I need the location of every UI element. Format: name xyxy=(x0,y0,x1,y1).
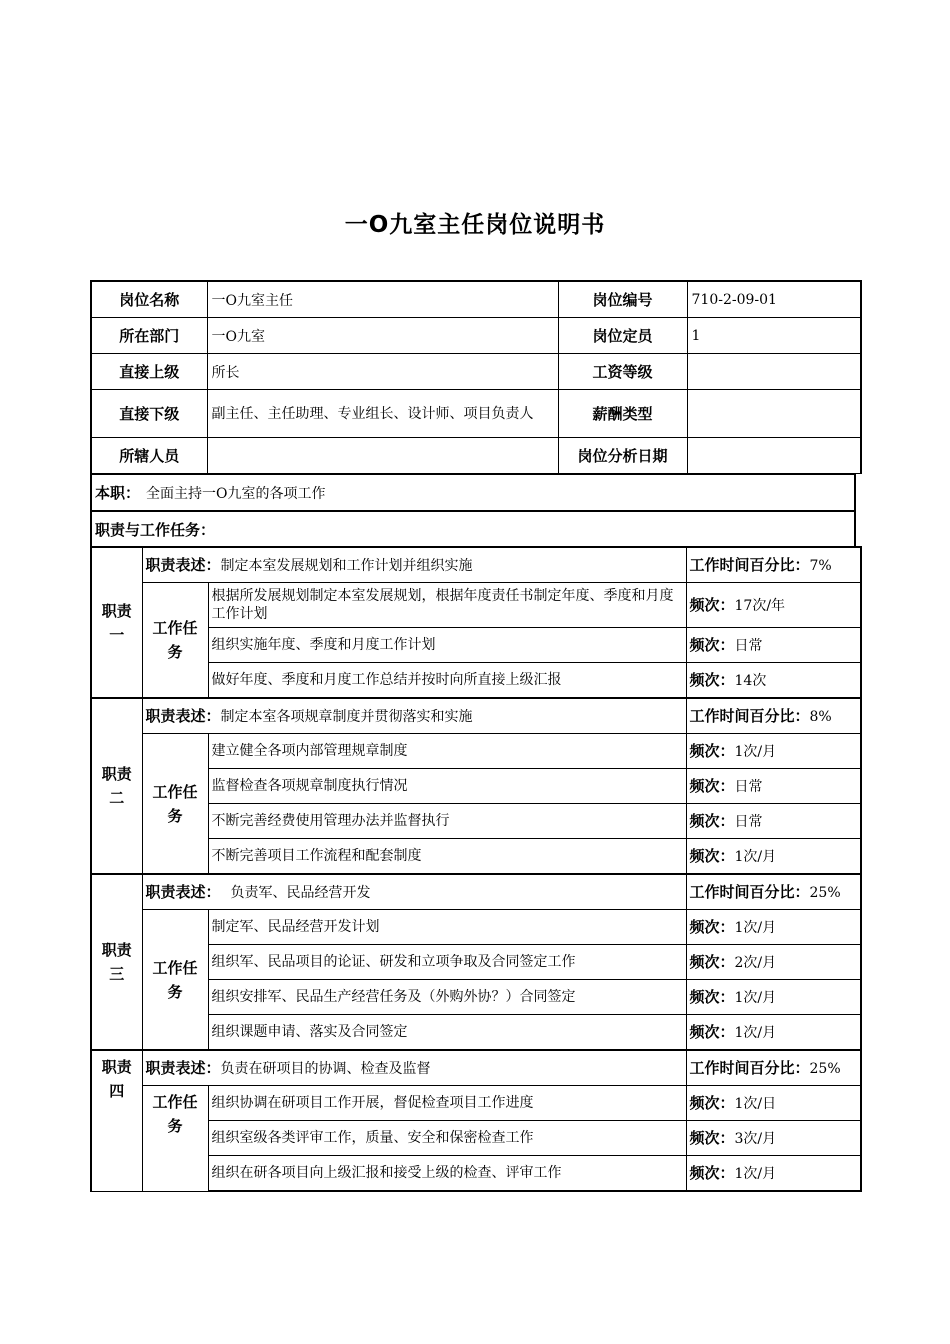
duty-3-task-label: 工作任务 xyxy=(142,910,208,1051)
freq-label: 频次： xyxy=(689,1022,735,1041)
duty-4-desc-row xyxy=(91,1050,861,1086)
freq-label: 频次： xyxy=(689,952,735,971)
desc-label: 职责表述： xyxy=(145,1058,221,1077)
desc-label: 职责表述： xyxy=(145,882,221,901)
duty-4-task-1 xyxy=(91,1086,861,1121)
duty-1-task-1 xyxy=(91,583,861,628)
duties-header: 职责与工作任务： xyxy=(95,520,216,539)
freq-label: 频次： xyxy=(689,635,735,654)
duty-4-task-1-freq: 1次/日 xyxy=(734,1095,777,1112)
duty-3-task-1 xyxy=(91,910,861,945)
duty-1-task-2-freq: 日常 xyxy=(734,637,763,654)
freq-label: 频次： xyxy=(689,811,735,830)
duty-4-desc: 负责在研项目的协调、检查及监督 xyxy=(220,1060,431,1077)
position-info-table xyxy=(90,280,862,474)
duty-3-task-2-text: 组织军、民品项目的论证、研发和立项争取及合同签定工作 xyxy=(208,945,686,980)
value-headcount: 1 xyxy=(687,318,861,354)
duty-2-desc-row xyxy=(91,698,861,734)
value-analysis-date xyxy=(687,438,861,474)
label-analysis-date: 岗位分析日期 xyxy=(558,438,687,474)
label-direct-superior: 直接上级 xyxy=(91,354,207,390)
freq-label: 频次： xyxy=(689,846,735,865)
value-staff xyxy=(207,438,558,474)
label-staff: 所辖人员 xyxy=(91,438,207,474)
duty-2-task-2-text: 监督检查各项规章制度执行情况 xyxy=(208,769,686,804)
duty-3-pct: 25% xyxy=(809,884,841,901)
duty-1-desc-row xyxy=(91,547,861,583)
label-position-code: 岗位编号 xyxy=(558,281,687,318)
duty-1-side-label: 职责一 xyxy=(91,547,142,698)
duty-3-task-3-freq: 1次/月 xyxy=(734,989,777,1006)
page-title: 一O九室主任岗位说明书 xyxy=(344,212,606,238)
duty-4-pct: 25% xyxy=(809,1060,841,1077)
label-position-name: 岗位名称 xyxy=(91,281,207,318)
freq-label: 频次： xyxy=(689,595,735,614)
duty-4-side-label: 职责四 xyxy=(91,1050,142,1191)
duty-1-task-3-text: 做好年度、季度和月度工作总结并按时向所直接上级汇报 xyxy=(208,663,686,699)
main-duty-label: 本职： xyxy=(95,484,141,502)
freq-label: 频次： xyxy=(689,1093,735,1112)
main-duty-row xyxy=(90,473,856,510)
duty-3-side-label: 职责三 xyxy=(91,874,142,1050)
duty-3-desc: 负责军、民品经营开发 xyxy=(230,884,371,901)
duty-3-task-2-freq: 2次/月 xyxy=(734,954,777,971)
desc-label: 职责表述： xyxy=(145,706,221,725)
duty-4-task-2-freq: 3次/月 xyxy=(734,1130,777,1147)
duty-1-task-3-freq: 14次 xyxy=(734,672,767,689)
duty-3-task-4-freq: 1次/月 xyxy=(734,1024,777,1041)
value-salary-grade xyxy=(687,354,861,390)
duty-2-task-1-text: 建立健全各项内部管理规章制度 xyxy=(208,734,686,769)
info-row-superior xyxy=(91,354,861,390)
label-direct-subordinates: 直接下级 xyxy=(91,390,207,438)
pct-label: 工作时间百分比： xyxy=(689,882,810,901)
freq-label: 频次： xyxy=(689,1128,735,1147)
duty-2-task-4-text: 不断完善项目工作流程和配套制度 xyxy=(208,839,686,875)
duty-3-task-1-text: 制定军、民品经营开发计划 xyxy=(208,910,686,945)
duty-2-desc: 制定本室各项规章制度并贯彻落实和实施 xyxy=(220,708,473,725)
value-position-code: 710-2-09-01 xyxy=(687,281,861,318)
duty-2-task-4-freq: 1次/月 xyxy=(734,848,777,865)
duties-table xyxy=(90,546,862,1192)
info-row-position-name xyxy=(91,281,861,318)
duty-1-pct: 7% xyxy=(809,557,832,574)
duty-2-task-1-freq: 1次/月 xyxy=(734,743,777,760)
duty-2-task-label: 工作任务 xyxy=(142,734,208,875)
pct-label: 工作时间百分比： xyxy=(689,555,810,574)
duty-4-task-3-freq: 1次/月 xyxy=(734,1165,777,1182)
value-department: 一O九室 xyxy=(207,318,558,354)
duty-3-task-1-freq: 1次/月 xyxy=(734,919,777,936)
duty-3-task-3-text: 组织安排军、民品生产经营任务及（外购外协？）合同签定 xyxy=(208,980,686,1015)
value-direct-subordinates: 副主任、主任助理、专业组长、设计师、项目负责人 xyxy=(207,390,558,438)
freq-label: 频次： xyxy=(689,1163,735,1182)
duty-4-task-2-text: 组织室级各类评审工作，质量、安全和保密检查工作 xyxy=(208,1121,686,1156)
duty-2-task-3-text: 不断完善经费使用管理办法并监督执行 xyxy=(208,804,686,839)
info-row-staff xyxy=(91,438,861,474)
duties-header-row xyxy=(90,510,856,546)
duty-1-task-1-text: 根据所发展规划制定本室发展规划，根据年度责任书制定年度、季度和月度工作计划 xyxy=(208,583,686,628)
duty-3-task-4-text: 组织课题申请、落实及合同签定 xyxy=(208,1015,686,1051)
duty-2-task-2-freq: 日常 xyxy=(734,778,763,795)
duty-2-pct: 8% xyxy=(809,708,832,725)
value-pay-type xyxy=(687,390,861,438)
info-row-subordinates xyxy=(91,390,861,438)
freq-label: 频次： xyxy=(689,917,735,936)
freq-label: 频次： xyxy=(689,670,735,689)
label-department: 所在部门 xyxy=(91,318,207,354)
freq-label: 频次： xyxy=(689,741,735,760)
pct-label: 工作时间百分比： xyxy=(689,1058,810,1077)
duty-1-task-label: 工作任务 xyxy=(142,583,208,699)
duty-3-desc-row xyxy=(91,874,861,910)
duty-4-task-1-text: 组织协调在研项目工作开展，督促检查项目工作进度 xyxy=(208,1086,686,1121)
duty-1-task-1-freq: 17次/年 xyxy=(734,597,786,614)
duty-1-desc: 制定本室发展规划和工作计划并组织实施 xyxy=(220,557,473,574)
duty-1-task-2-text: 组织实施年度、季度和月度工作计划 xyxy=(208,628,686,663)
freq-label: 频次： xyxy=(689,776,735,795)
duty-2-side-label: 职责二 xyxy=(91,698,142,874)
duty-2-task-1 xyxy=(91,734,861,769)
freq-label: 频次： xyxy=(689,987,735,1006)
info-row-department xyxy=(91,318,861,354)
label-salary-grade: 工资等级 xyxy=(558,354,687,390)
duty-2-task-3-freq: 日常 xyxy=(734,813,763,830)
desc-label: 职责表述： xyxy=(145,555,221,574)
value-position-name: 一O九室主任 xyxy=(207,281,558,318)
main-duty-value: 全面主持一O九室的各项工作 xyxy=(146,485,326,502)
pct-label: 工作时间百分比： xyxy=(689,706,810,725)
label-pay-type: 薪酬类型 xyxy=(558,390,687,438)
duty-4-task-3-text: 组织在研各项目向上级汇报和接受上级的检查、评审工作 xyxy=(208,1156,686,1192)
value-direct-superior: 所长 xyxy=(207,354,558,390)
duty-4-task-label: 工作任务 xyxy=(142,1086,208,1192)
label-headcount: 岗位定员 xyxy=(558,318,687,354)
